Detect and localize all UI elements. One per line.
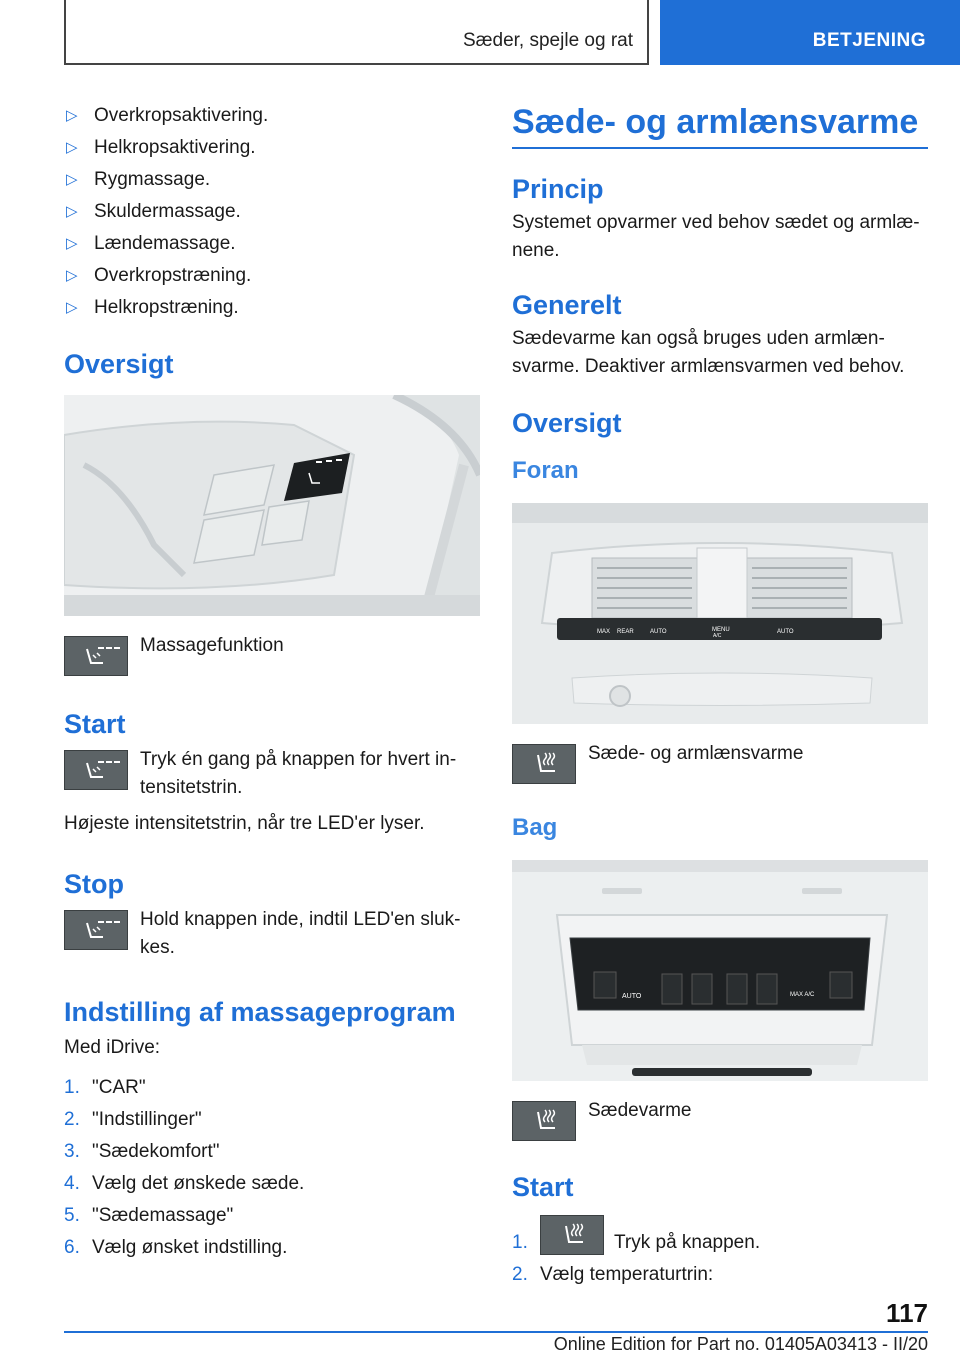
triangle-bullet-icon: ▷ (66, 139, 78, 156)
seat-heating-icon (512, 744, 576, 784)
list-item: 3. "Sædekomfort" (64, 1141, 220, 1162)
generelt-text: Sædevarme kan også bruges uden armlæn-svarme. Deaktiver armlænsvarmen ved behov. (512, 328, 905, 377)
rear-seat-heating-label: Sædevarme (588, 1100, 692, 1121)
list-item: ▷ Lændemassage. (64, 228, 480, 260)
front-panel-label: A/C (713, 633, 722, 639)
door-panel-photo (64, 395, 480, 616)
title-underline (512, 147, 928, 149)
start-instruction: Tryk én gang på knappen for hvert in-tensitetstrin. (140, 749, 457, 798)
triangle-bullet-icon: ▷ (66, 107, 78, 124)
front-panel-label: AUTO (777, 629, 794, 635)
front-panel-label: AUTO (650, 629, 667, 635)
header-section-title: Sæder, spejle og rat (462, 30, 633, 51)
triangle-bullet-icon: ▷ (66, 171, 78, 188)
front-seat-heating-row (512, 744, 928, 784)
seat-heating-icon (540, 1215, 604, 1255)
heating-steps (512, 1215, 928, 1291)
list-item: 1. "CAR" (64, 1077, 146, 1098)
list-item: 4. Vælg det ønskede sæde. (64, 1173, 305, 1194)
front-panel-label: REAR (617, 629, 634, 635)
section-title: Sæde- og armlænsvarme (512, 103, 919, 141)
list-item: ▷ Overkropsaktivering. (64, 100, 480, 132)
list-item: 5. "Sædemassage" (64, 1205, 234, 1226)
start-row (64, 750, 480, 802)
massage-seat-icon (64, 750, 128, 790)
front-panel-label: MENU (712, 627, 730, 633)
header-chapter-tab (660, 0, 960, 65)
triangle-bullet-icon: ▷ (66, 203, 78, 220)
triangle-bullet-icon: ▷ (66, 267, 78, 284)
massage-seat-icon (64, 910, 128, 950)
princip-text: Systemet opvarmer ved behov sædet og armlæ-nene. (512, 212, 920, 261)
rear-panel-label: AUTO (622, 993, 642, 1000)
page-number: 117 (886, 1298, 928, 1328)
massage-function-row (64, 636, 480, 676)
list-item: ▷ Helkropsaktivering. (64, 132, 480, 164)
program-steps (64, 1072, 480, 1264)
edition-footer: Online Edition for Part no. 01405A03413 - II/20 (553, 1334, 928, 1354)
header-section-box (64, 0, 649, 65)
left-column (64, 100, 480, 1264)
list-item: ▷ Skuldermassage. (64, 196, 480, 228)
rear-panel-label: MAX A/C (790, 992, 815, 998)
stop-instruction: Hold knappen inde, indtil LED'en sluk-kes. (140, 909, 461, 958)
front-console-photo (512, 503, 928, 724)
rear-seat-heating-row (512, 1101, 928, 1141)
oversigt-heading: Oversigt (64, 349, 174, 379)
stop-row (64, 910, 480, 962)
start-note: Højeste intensitetstrin, når tre LED'er lyser. (64, 813, 425, 834)
list-item: 2. "Indstillinger" (64, 1109, 202, 1130)
front-seat-heating-label: Sæde- og armlænsvarme (588, 743, 804, 764)
massage-program-heading: Indstilling af massageprogram (64, 997, 456, 1027)
list-item: ▷ Rygmassage. (64, 164, 480, 196)
list-item: 6. Vælg ønsket indstilling. (64, 1237, 288, 1258)
triangle-bullet-icon: ▷ (66, 235, 78, 252)
massage-program-list (64, 100, 480, 324)
triangle-bullet-icon: ▷ (66, 299, 78, 316)
massage-function-label: Massagefunktion (140, 635, 284, 656)
right-column (512, 100, 928, 1291)
list-item: 1. Tryk på knappen. (512, 1215, 928, 1259)
massage-seat-icon (64, 636, 128, 676)
list-item: ▷ Overkropstræning. (64, 260, 480, 292)
princip-heading: Princip (512, 174, 604, 204)
list-item: ▷ Helkropstræning. (64, 292, 480, 324)
front-panel-label: MAX (597, 629, 611, 635)
list-item: 2. Vælg temperaturtrin: (512, 1264, 714, 1285)
header-chapter-title: BETJENING (812, 30, 926, 51)
bag-heading: Bag (512, 814, 558, 841)
foran-heading: Foran (512, 457, 579, 484)
seat-heating-icon (512, 1101, 576, 1141)
rear-console-photo (512, 860, 928, 1081)
program-intro: Med iDrive: (64, 1037, 161, 1058)
footer-divider (64, 1331, 928, 1333)
generelt-heading: Generelt (512, 290, 622, 320)
start-heading: Start (64, 709, 126, 739)
start-heading-right: Start (512, 1172, 574, 1202)
oversigt-heading-right: Oversigt (512, 408, 622, 438)
stop-heading: Stop (64, 869, 124, 899)
